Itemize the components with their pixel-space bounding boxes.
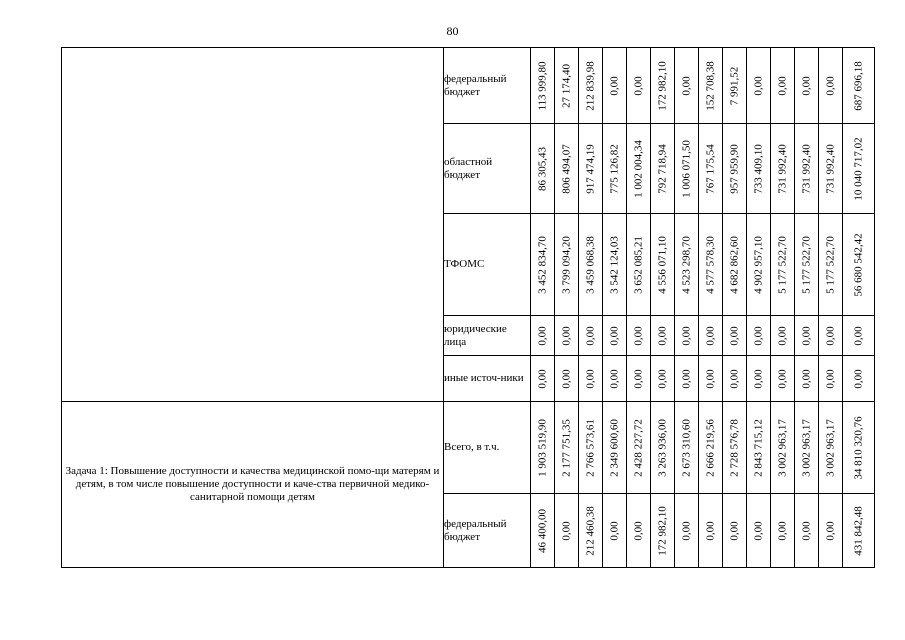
value-text: 3 002 963,17 (824, 418, 837, 477)
value-text: 4 556 071,10 (656, 235, 669, 294)
value-text: 0,00 (824, 75, 837, 96)
value-cell (699, 214, 723, 316)
value-text: 1 006 071,50 (680, 139, 693, 198)
value-cell (555, 402, 579, 494)
value-text: 0,00 (776, 325, 789, 346)
value-text: 113 999,80 (536, 60, 549, 111)
value-text: 0,00 (632, 75, 645, 96)
value-text: 3 459 068,38 (584, 235, 597, 294)
value-text: 4 902 957,10 (752, 235, 765, 294)
value-text: 731 992,40 (776, 143, 789, 194)
value-text: 56 680 542,42 (852, 232, 865, 297)
value-text: 212 460,38 (584, 505, 597, 556)
value-text: 3 002 963,17 (776, 418, 789, 477)
value-text: 7 991,52 (728, 66, 741, 105)
value-text: 687 696,18 (852, 60, 865, 111)
value-cell (675, 356, 699, 402)
funding-source-cell: юридические лица (444, 316, 531, 356)
value-cell (747, 356, 771, 402)
value-cell (555, 316, 579, 356)
value-text: 5 177 522,70 (824, 235, 837, 294)
value-text: 806 494,07 (560, 143, 573, 194)
value-cell (627, 214, 651, 316)
value-text: 792 718,94 (656, 143, 669, 194)
value-cell (579, 356, 603, 402)
value-text: 0,00 (680, 325, 693, 346)
value-text: 4 682 862,60 (728, 235, 741, 294)
value-cell (675, 494, 699, 568)
value-cell (579, 48, 603, 124)
value-cell (555, 356, 579, 402)
value-cell (723, 402, 747, 494)
value-cell (627, 316, 651, 356)
value-cell (675, 48, 699, 124)
value-cell (675, 402, 699, 494)
funding-source-cell: иные источ-ники (444, 356, 531, 402)
value-text: 3 002 963,17 (800, 418, 813, 477)
value-text: 0,00 (704, 368, 717, 389)
value-text: 0,00 (584, 325, 597, 346)
value-cell (795, 356, 819, 402)
value-text: 0,00 (800, 325, 813, 346)
page-number: 80 (446, 24, 459, 38)
value-text: 4 577 578,30 (704, 235, 717, 294)
value-cell (675, 124, 699, 214)
value-cell (819, 402, 843, 494)
value-cell (531, 48, 555, 124)
value-cell (651, 356, 675, 402)
value-text: 0,00 (560, 325, 573, 346)
value-text: 172 982,10 (656, 60, 669, 111)
value-cell (843, 494, 875, 568)
value-cell (843, 402, 875, 494)
value-text: 2 428 227,72 (632, 418, 645, 477)
value-cell (723, 214, 747, 316)
value-cell (627, 48, 651, 124)
table-row (62, 48, 875, 124)
value-cell (627, 402, 651, 494)
value-text: 0,00 (560, 520, 573, 541)
value-text: 0,00 (608, 75, 621, 96)
value-text: 3 263 936,00 (656, 418, 669, 477)
value-text: 2 177 751,35 (560, 418, 573, 477)
value-text: 1 002 004,34 (632, 139, 645, 198)
value-text: 2 766 573,61 (584, 418, 597, 477)
value-cell (819, 124, 843, 214)
value-text: 0,00 (800, 75, 813, 96)
value-cell (699, 402, 723, 494)
value-text: 917 474,19 (584, 143, 597, 194)
value-cell (771, 494, 795, 568)
value-cell (819, 214, 843, 316)
value-text: 5 177 522,70 (776, 235, 789, 294)
value-text: 0,00 (704, 520, 717, 541)
value-text: 0,00 (632, 368, 645, 389)
value-cell (603, 316, 627, 356)
value-cell (531, 356, 555, 402)
value-cell (531, 124, 555, 214)
value-cell (795, 124, 819, 214)
value-text: 957 959,90 (728, 143, 741, 194)
value-cell (699, 356, 723, 402)
value-cell (747, 214, 771, 316)
funding-source-cell: федеральный бюджет (444, 494, 531, 568)
value-text: 0,00 (536, 368, 549, 389)
value-cell (579, 494, 603, 568)
funding-source-cell: областной бюджет (444, 124, 531, 214)
value-text: 0,00 (824, 368, 837, 389)
value-text: 3 799 094,20 (560, 235, 573, 294)
value-text: 2 349 600,60 (608, 418, 621, 477)
value-cell (723, 124, 747, 214)
value-text: 0,00 (800, 520, 813, 541)
value-cell (555, 494, 579, 568)
value-cell (843, 124, 875, 214)
value-text: 0,00 (704, 325, 717, 346)
value-text: 0,00 (584, 368, 597, 389)
value-cell (795, 316, 819, 356)
value-text: 0,00 (728, 368, 741, 389)
value-cell (771, 316, 795, 356)
value-text: 3 652 085,21 (632, 235, 645, 294)
value-text: 0,00 (632, 520, 645, 541)
value-cell (747, 402, 771, 494)
value-text: 431 842,48 (852, 505, 865, 556)
value-cell (579, 214, 603, 316)
value-cell (747, 124, 771, 214)
value-text: 10 040 717,02 (852, 136, 865, 201)
value-text: 0,00 (776, 520, 789, 541)
value-cell (771, 124, 795, 214)
value-cell (603, 48, 627, 124)
value-text: 34 810 320,76 (852, 415, 865, 480)
value-cell (531, 214, 555, 316)
value-text: 0,00 (776, 368, 789, 389)
value-text: 0,00 (752, 75, 765, 96)
value-text: 0,00 (752, 325, 765, 346)
value-cell (747, 494, 771, 568)
value-text: 2 666 219,56 (704, 418, 717, 477)
funding-source-cell: ТФОМС (444, 214, 531, 316)
value-cell (579, 124, 603, 214)
value-text: 0,00 (608, 325, 621, 346)
value-text: 1 903 519,90 (536, 418, 549, 477)
value-text: 0,00 (728, 325, 741, 346)
value-text: 733 409,10 (752, 143, 765, 194)
value-cell (771, 214, 795, 316)
value-cell (771, 356, 795, 402)
value-text: 0,00 (776, 75, 789, 96)
value-cell (555, 124, 579, 214)
value-cell (627, 124, 651, 214)
value-cell (555, 48, 579, 124)
value-text: 0,00 (852, 368, 865, 389)
value-text: 152 708,38 (704, 60, 717, 111)
value-cell (531, 402, 555, 494)
value-text: 0,00 (680, 520, 693, 541)
value-text: 0,00 (608, 368, 621, 389)
value-text: 0,00 (852, 325, 865, 346)
value-cell (579, 402, 603, 494)
table-body (62, 48, 875, 568)
value-text: 2 843 715,12 (752, 418, 765, 477)
value-cell (699, 494, 723, 568)
value-cell (771, 402, 795, 494)
value-text: 86 305,43 (536, 146, 549, 191)
funding-source-cell: Всего, в т.ч. (444, 402, 531, 494)
value-cell (795, 494, 819, 568)
value-text: 212 839,98 (584, 60, 597, 111)
value-cell (819, 356, 843, 402)
value-cell (819, 316, 843, 356)
value-cell (651, 214, 675, 316)
value-cell (651, 316, 675, 356)
value-cell (699, 316, 723, 356)
task-cell (62, 48, 444, 402)
value-text: 0,00 (656, 325, 669, 346)
value-text: 0,00 (632, 325, 645, 346)
value-cell (603, 494, 627, 568)
value-cell (795, 402, 819, 494)
value-cell (795, 214, 819, 316)
value-text: 2 728 576,78 (728, 418, 741, 477)
value-cell (627, 356, 651, 402)
value-text: 0,00 (560, 368, 573, 389)
value-cell (651, 124, 675, 214)
value-text: 0,00 (680, 75, 693, 96)
value-cell (603, 124, 627, 214)
value-cell (627, 494, 651, 568)
value-cell (579, 316, 603, 356)
value-text: 2 673 310,60 (680, 418, 693, 477)
value-text: 4 523 298,70 (680, 235, 693, 294)
value-cell (531, 316, 555, 356)
value-text: 0,00 (656, 368, 669, 389)
value-cell (843, 356, 875, 402)
value-text: 0,00 (728, 520, 741, 541)
value-text: 0,00 (752, 368, 765, 389)
value-cell (531, 494, 555, 568)
value-cell (699, 124, 723, 214)
value-cell (675, 214, 699, 316)
value-cell (675, 316, 699, 356)
value-cell (603, 214, 627, 316)
value-text: 731 992,40 (824, 143, 837, 194)
value-cell (651, 494, 675, 568)
value-text: 3 452 834,70 (536, 235, 549, 294)
value-text: 0,00 (536, 325, 549, 346)
value-cell (843, 214, 875, 316)
value-cell (771, 48, 795, 124)
value-cell (843, 316, 875, 356)
value-text: 172 982,10 (656, 505, 669, 556)
value-cell (723, 494, 747, 568)
value-text: 46 400,00 (536, 508, 549, 553)
value-text: 0,00 (824, 325, 837, 346)
value-text: 0,00 (680, 368, 693, 389)
table-row (62, 402, 875, 494)
value-cell (651, 402, 675, 494)
value-cell (603, 402, 627, 494)
value-text: 27 174,40 (560, 63, 573, 108)
value-text: 0,00 (800, 368, 813, 389)
value-cell (723, 48, 747, 124)
value-cell (723, 356, 747, 402)
value-cell (795, 48, 819, 124)
value-text: 0,00 (608, 520, 621, 541)
value-cell (819, 48, 843, 124)
value-text: 731 992,40 (800, 143, 813, 194)
value-cell (843, 48, 875, 124)
value-text: 5 177 522,70 (800, 235, 813, 294)
value-text: 0,00 (824, 520, 837, 541)
funding-source-cell: федеральный бюджет (444, 48, 531, 124)
value-cell (747, 316, 771, 356)
value-text: 3 542 124,03 (608, 235, 621, 294)
value-cell (819, 494, 843, 568)
value-cell (555, 214, 579, 316)
value-cell (699, 48, 723, 124)
value-cell (651, 48, 675, 124)
budget-table (61, 47, 875, 568)
task-cell: Задача 1: Повышение доступности и качества медицинской помо-щи матерям и детям, в том числе повышение доступности и каче-ства первичной медико-санитарной помощи детям (62, 402, 444, 568)
value-cell (603, 356, 627, 402)
value-text: 775 126,82 (608, 143, 621, 194)
value-text: 0,00 (752, 520, 765, 541)
value-cell (723, 316, 747, 356)
value-cell (747, 48, 771, 124)
value-text: 767 175,54 (704, 143, 717, 194)
